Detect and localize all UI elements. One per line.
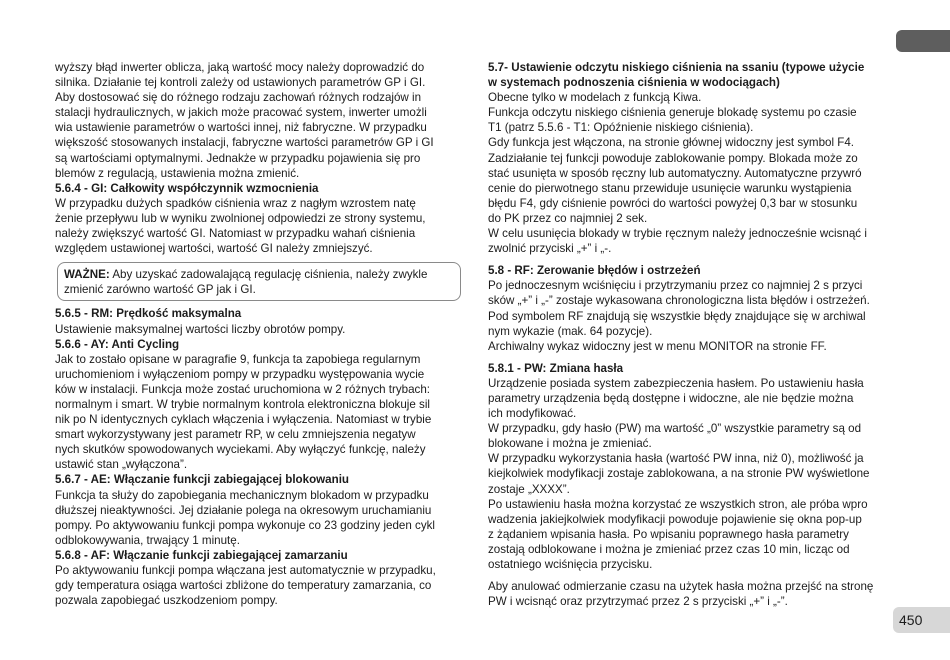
important-note-text	[64, 267, 454, 297]
paragraph-5-6-8: Po aktywowaniu funkcji pompa włączana jest automatycznie w przypadku, gdy temperatura osiąga wartości zbliżone do temperatury zamarzania, co pozwala zapobiegać uszkodzeniom pompy.	[55, 564, 436, 608]
paragraph-password-cancel: Aby anulować odmierzanie czasu na użytek hasła można przejść na stronę PW i wcisnąć oraz przytrzymać przez 2 s przyciski „+” i „-”.	[488, 580, 874, 609]
heading-5-6-4: 5.6.4 - GI: Całkowity współczynnik wzmocnienia	[55, 181, 319, 195]
heading-5-7: 5.7- Ustawienie odczytu niskiego ciśnienia na ssaniu (typowe użycie w systemach podnoszenia ciśnienia w wodociągach)	[488, 61, 865, 90]
paragraph-5-6-6: Jak to zostało opisane w paragrafie 9, funkcja ta zapobiega regularnym uruchomieniom i wyłączeniom pompy w przypadku występowania wycie ków w instalacji. Funkcja może zostać uruchomiona w 2 różnych trybach: normalnym i smart. W trybie normalnym kontrola elektroniczna blokuje sil nik po N identycznych cyklach włączenia i wyłączenia. Natomiast w trybie smart wykorzystywany jest parametr RP, w celu zmniejszenia negatyw nych skutków spowodowanych wyciekami. Aby wyłączyć funkcję, należy ustawić stan „wyłączona”.	[55, 352, 432, 472]
important-note-label: WAŻNE:	[64, 268, 110, 282]
heading-5-6-6: 5.6.6 - AY: Anti Cycling	[55, 337, 180, 351]
left-column	[55, 60, 461, 608]
paragraph-5-8-1: Urządzenie posiada system zabezpieczenia hasłem. Po ustawieniu hasła parametry urządzenia będą dostępne i widoczne, ale nie będzie można ich modyfikować. W przypadku, gdy hasło (PW) ma wartość „0” wszystkie parametry są od blokowane i można je zmieniać. W przypadku wykorzystania hasła (wartość PW inna, niż 0), możliwość ja kiejkolwiek modyfikacji zostaje zablokowana, a na stronie PW wyświetlone zostaje „XXXX”. Po ustawieniu hasła można korzystać ze wszystkich stron, ale próba wpro wadzenia jakiejkolwiek modyfikacji powoduje pojawienie się okna pop-up z żądaniem wpisania hasła. Po wpisaniu poprawnego hasła parametry zostają odblokowane i można je zmieniać przez czas 10 min, licząc od ostatniego wciśnięcia przycisku.	[488, 376, 870, 571]
paragraph-5-8: Po jednoczesnym wciśnięciu i przytrzymaniu przez co najmniej 2 s przyci sków „+” i „-” zostaje wykasowana chronologiczna lista błędów i ostrzeżeń. Pod symbolem RF znajdują się wszystkie błędy znajdujące się w archiwal nym wykazie (mak. 64 pozycje). Archiwalny wykaz widoczny jest w menu MONITOR na stronie FF.	[488, 279, 870, 353]
heading-5-8-1: 5.8.1 - PW: Zmiana hasła	[488, 361, 624, 375]
heading-5-8: 5.8 - RF: Zerowanie błędów i ostrzeżeń	[488, 264, 701, 278]
paragraph-5-6-5: Ustawienie maksymalnej wartości liczby obrotów pompy.	[55, 322, 346, 336]
important-note-box	[57, 262, 461, 301]
section-tab-marker	[896, 30, 950, 52]
important-note-body: Aby uzyskać zadowalającą regulację ciśnienia, należy zwykle zmienić zarówno wartość GP jak i GI.	[64, 268, 428, 297]
paragraph-inverter-intro: wyższy błąd inwerter oblicza, jaką wartość mocy należy doprowadzić do silnika. Działanie tej kontroli zależy od ustawionych parametrów GP i GI. Aby dostosować się do różnego rodzaju zachowań różnych rodzajów in stalacji hydraulicznych, w jakich może pracować system, inwerter umożli wia ustawienie parametrów o wartości innej, niż fabryczne. W przypadku większość stosowanych instalacji, fabryczne wartości parametrów GP i GI są wartościami optymalnymi. Jednakże w przypadku pojawienia się pro blemów z regulacją, ustawienia można zmienić.	[55, 61, 434, 180]
heading-5-6-8: 5.6.8 - AF: Włączanie funkcji zabiegającej zamarzaniu	[55, 548, 348, 562]
heading-5-6-7: 5.6.7 - AE: Włączanie funkcji zabiegającej blokowaniu	[55, 473, 350, 487]
paragraph-5-7: Obecne tylko w modelach z funkcją Kiwa. Funkcja odczytu niskiego ciśnienia generuje blokadę systemu po czasie T1 (patrz 5.5.6 - T1: Opóźnienie niskiego ciśnienia). Gdy funkcja jest włączona, na stronie głównej widoczny jest symbol F4. Zadziałanie tej funkcji powoduje zablokowanie pompy. Blokada może zo stać usunięta w sposób ręczny lub automatyczny. Automatyczne przywró cenie do pierwotnego stanu przewiduje usunięcie warunku wystąpienia błędu F4, gdy ciśnienie powróci do wartości powyżej 0,3 bar w stosunku do PK przez co najmniej 2 sek. W celu usunięcia blokady w trybie ręcznym należy jednocześnie wcisnąć i zwolnić przyciski „+” i „-.	[488, 91, 867, 256]
page-number: 450	[893, 607, 950, 633]
paragraph-5-6-4: W przypadku dużych spadków ciśnienia wraz z nagłym wzrostem natę żenie przepływu lub w wyniku zwolnionej odpowiedzi ze strony systemu, należy zwiększyć wartość GI. Natomiast w przypadku wahań ciśnienia względem ustawionej wartości, wartość GI należy zmniejszyć.	[55, 196, 426, 256]
paragraph-5-6-7: Funkcja ta służy do zapobiegania mechanicznym blokadom w przypadku dłuższej nieaktywności. Jej działanie polega na okresowym uruchamianiu pompy. Po aktywowaniu funkcji pompa wykonuje co 23 godziny jeden cykl odblokowywania, trwający 1 minutę.	[55, 488, 436, 547]
right-column	[488, 60, 895, 609]
heading-5-6-5: 5.6.5 - RM: Prędkość maksymalna	[55, 307, 242, 321]
